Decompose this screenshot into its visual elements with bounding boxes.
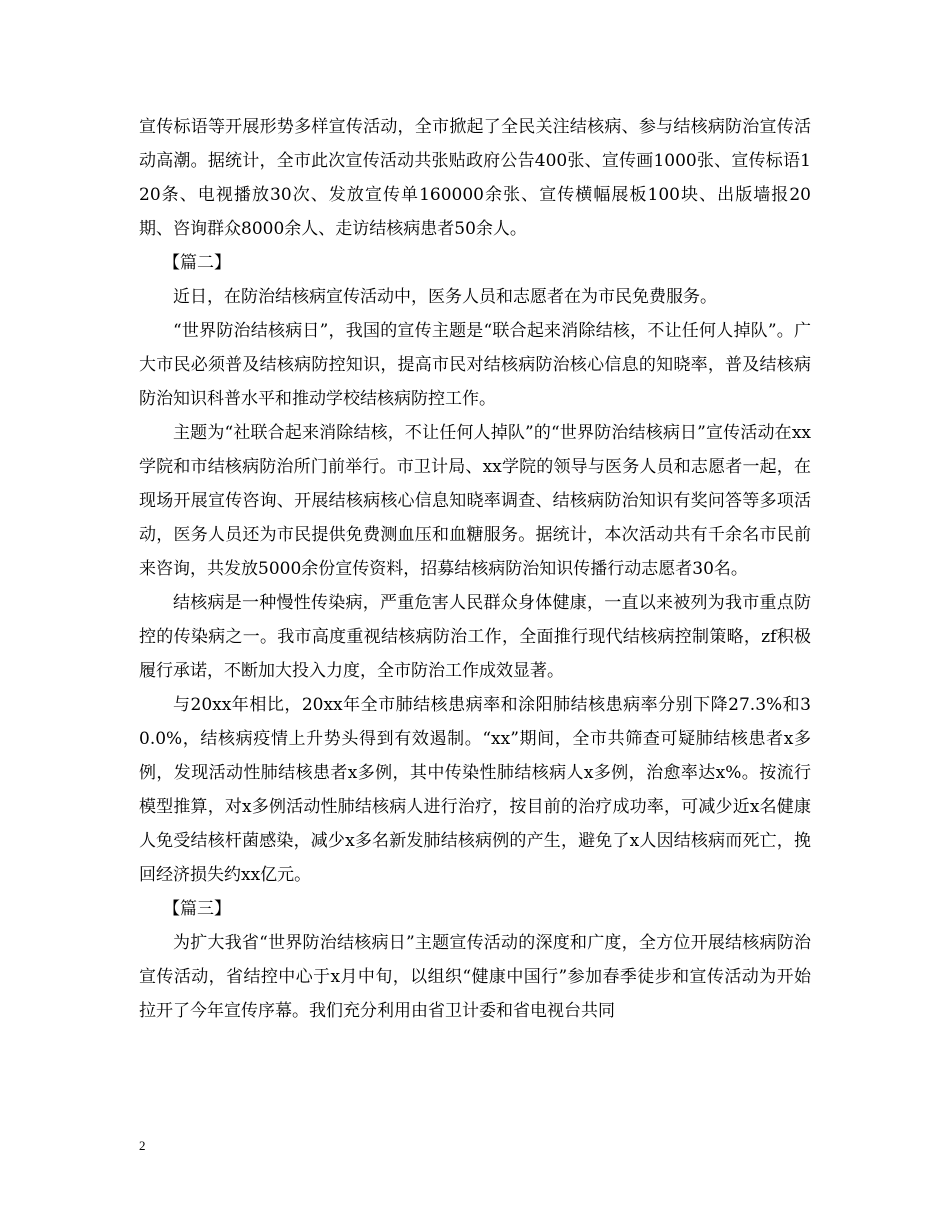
- paragraph-continuation: 宣传标语等开展形势多样宣传活动，全市掀起了全民关注结核病、参与结核病防治宣传活动高潮。据统计，全市此次宣传活动共张贴政府公告400张、宣传画1000张、宣传标语120条、电视播放30次、发放宣传单160000余张、宣传横幅展板100块、出版墙报20期、咨询群众8000余人、走访结核病患者50余人。: [139, 117, 811, 239]
- page-number: 2: [139, 1138, 146, 1153]
- paragraph: 与20xx年相比，20xx年全市肺结核患病率和涂阳肺结核患病率分别下降27.3%和30.0%，结核病疫情上升势头得到有效遏制。“xx”期间，全市共筛查可疑肺结核患者x多例，发现活动性肺结核患者x多例，其中传染性肺结核病人x多例，治愈率达x%。按流行模型推算，对x多例活动性肺结核病人进行治疗，按目前的治疗成功率，可减少近x名健康人免受结核杆菌感染，减少x多名新发肺结核病例的产生，避免了x人因结核病而死亡，挽回经济损失约xx亿元。: [139, 695, 811, 885]
- paragraph: 为扩大我省“世界防治结核病日”主题宣传活动的深度和广度，全方位开展结核病防治宣传活动，省结控中心于x月中旬，以组织“健康中国行”参加春季徒步和宣传活动为开始拉开了今年宣传序幕。我们充分利用由省卫计委和省电视台共同: [139, 933, 811, 1021]
- paragraph: 主题为“社联合起来消除结核，不让任何人掉队”的“世界防治结核病日”宣传活动在xx学院和市结核病防治所门前举行。市卫计局、xx学院的领导与医务人员和志愿者一起，在现场开展宣传咨询、开展结核病核心信息知晓率调查、结核病防治知识有奖问答等多项活动，医务人员还为市民提供免费测血压和血糖服务。据统计，本次活动共有千余名市民前来咨询，共发放5000余份宣传资料，招募结核病防治知识传播行动志愿者30名。: [139, 423, 811, 579]
- paragraph: “世界防治结核病日”，我国的宣传主题是“联合起来消除结核，不让任何人掉队”。广大市民必须普及结核病防控知识，提高市民对结核病防治核心信息的知晓率，普及结核病防治知识科普水平和推动学校结核病防控工作。: [139, 321, 811, 409]
- section-heading-part-three: 【篇三】: [163, 899, 231, 919]
- document-body: [139, 110, 811, 1028]
- section-heading-part-two: 【篇二】: [163, 253, 231, 273]
- paragraph: 结核病是一种慢性传染病，严重危害人民群众身体健康，一直以来被列为我市重点防控的传染病之一。我市高度重视结核病防治工作，全面推行现代结核病控制策略，zf积极履行承诺，不断加大投入力度，全市防治工作成效显著。: [139, 593, 811, 681]
- paragraph: 近日，在防治结核病宣传活动中，医务人员和志愿者在为市民免费服务。: [173, 287, 717, 307]
